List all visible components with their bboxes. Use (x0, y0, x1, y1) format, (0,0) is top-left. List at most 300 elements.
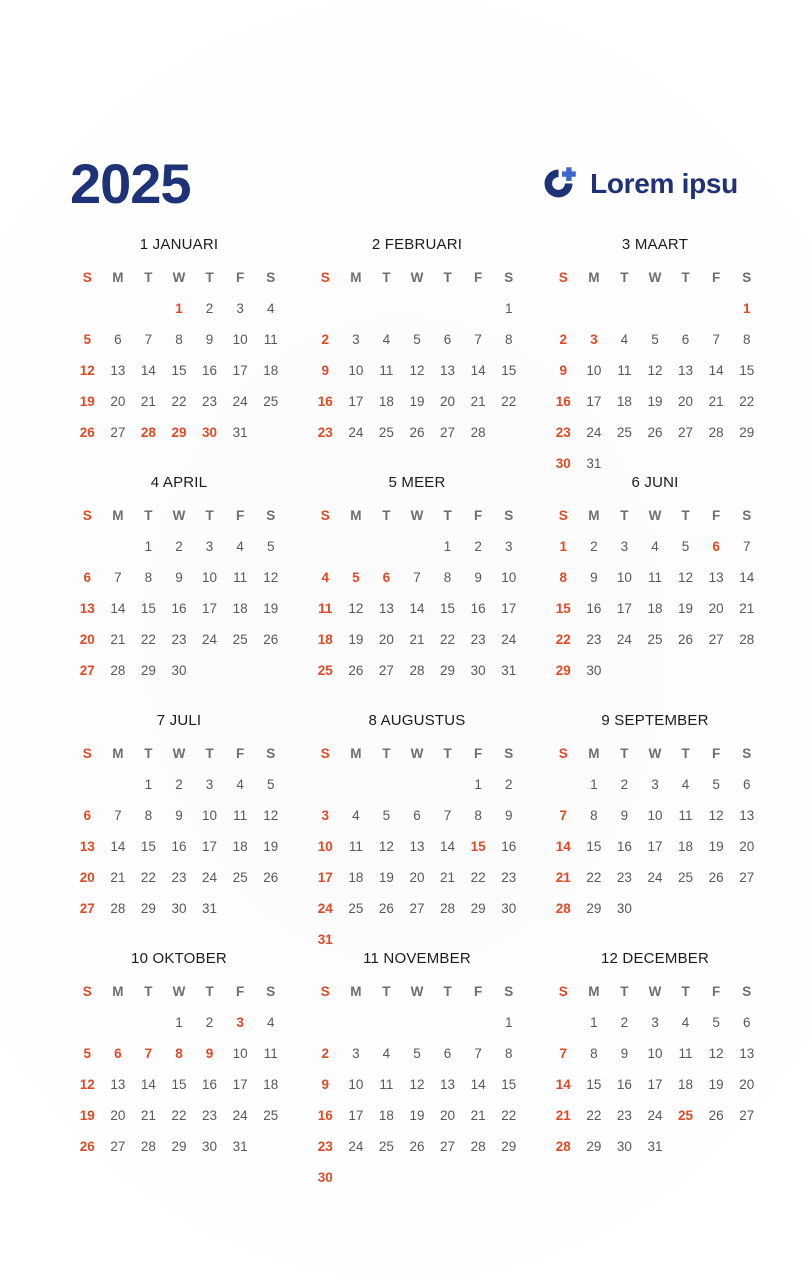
day-cell[interactable]: 4 (266, 301, 275, 316)
day-cell[interactable]: 21 (555, 870, 571, 885)
day-cell[interactable]: 20 (739, 1077, 755, 1092)
day-cell[interactable]: 5 (352, 570, 360, 585)
day-cell[interactable]: 2 (504, 777, 513, 792)
day-cell[interactable]: 24 (202, 632, 218, 647)
day-cell[interactable]: 3 (651, 777, 659, 792)
day-cell[interactable]: 4 (321, 570, 330, 585)
day-cell[interactable]: 8 (742, 332, 751, 347)
day-cell[interactable]: 16 (171, 601, 187, 616)
day-cell[interactable]: 27 (678, 425, 694, 440)
day-cell[interactable]: 27 (440, 425, 456, 440)
day-cell[interactable]: 14 (555, 839, 571, 854)
day-cell[interactable]: 6 (83, 808, 92, 823)
day-cell[interactable]: 30 (171, 901, 187, 916)
day-cell[interactable]: 17 (202, 839, 218, 854)
day-cell[interactable]: 24 (232, 1108, 248, 1123)
day-cell[interactable]: 15 (586, 839, 602, 854)
day-cell[interactable]: 18 (616, 394, 632, 409)
day-cell[interactable]: 6 (681, 332, 690, 347)
day-cell[interactable]: 26 (263, 632, 279, 647)
day-cell[interactable]: 27 (79, 901, 95, 916)
day-cell[interactable]: 19 (79, 394, 95, 409)
day-cell[interactable]: 1 (474, 777, 482, 792)
day-cell[interactable]: 29 (140, 901, 156, 916)
day-cell[interactable]: 8 (175, 1046, 183, 1061)
day-cell[interactable]: 1 (590, 777, 598, 792)
day-cell[interactable]: 22 (171, 1108, 187, 1123)
day-cell[interactable]: 26 (348, 663, 364, 678)
day-cell[interactable]: 7 (474, 332, 482, 347)
day-cell[interactable]: 14 (110, 839, 126, 854)
day-cell[interactable]: 23 (616, 1108, 632, 1123)
day-cell[interactable]: 2 (590, 539, 598, 554)
day-cell[interactable]: 12 (708, 1046, 724, 1061)
day-cell[interactable]: 27 (440, 1139, 456, 1154)
day-cell[interactable]: 4 (620, 332, 629, 347)
day-cell[interactable]: 25 (317, 663, 333, 678)
day-cell[interactable]: 5 (681, 539, 690, 554)
day-cell[interactable]: 30 (202, 425, 218, 440)
day-cell[interactable]: 23 (317, 425, 333, 440)
day-cell[interactable]: 17 (317, 870, 333, 885)
day-cell[interactable]: 9 (474, 570, 482, 585)
day-cell[interactable]: 30 (171, 663, 187, 678)
day-cell[interactable]: 30 (501, 901, 517, 916)
day-cell[interactable]: 4 (352, 808, 360, 823)
day-cell[interactable]: 5 (651, 332, 659, 347)
day-cell[interactable]: 15 (171, 1077, 187, 1092)
day-cell[interactable]: 18 (678, 839, 694, 854)
day-cell[interactable]: 3 (352, 332, 360, 347)
day-cell[interactable]: 28 (739, 632, 755, 647)
day-cell[interactable]: 2 (175, 539, 183, 554)
day-cell[interactable]: 16 (555, 394, 571, 409)
day-cell[interactable]: 4 (382, 1046, 391, 1061)
day-cell[interactable]: 11 (678, 1046, 693, 1061)
day-cell[interactable]: 26 (708, 1108, 724, 1123)
day-cell[interactable]: 5 (712, 1015, 720, 1030)
day-cell[interactable]: 6 (712, 539, 720, 554)
day-cell[interactable]: 24 (232, 394, 248, 409)
day-cell[interactable]: 11 (318, 601, 333, 616)
day-cell[interactable]: 2 (620, 777, 629, 792)
day-cell[interactable]: 19 (708, 1077, 724, 1092)
day-cell[interactable]: 16 (171, 839, 187, 854)
day-cell[interactable]: 16 (202, 1077, 218, 1092)
day-cell[interactable]: 14 (739, 570, 755, 585)
day-cell[interactable]: 13 (440, 363, 456, 378)
day-cell[interactable]: 15 (140, 601, 156, 616)
day-cell[interactable]: 12 (79, 363, 95, 378)
day-cell[interactable]: 14 (470, 1077, 486, 1092)
day-cell[interactable]: 1 (144, 539, 153, 554)
day-cell[interactable]: 7 (742, 539, 751, 554)
day-cell[interactable]: 15 (470, 839, 486, 854)
day-cell[interactable]: 8 (590, 808, 598, 823)
day-cell[interactable]: 12 (378, 839, 394, 854)
day-cell[interactable]: 26 (263, 870, 279, 885)
day-cell[interactable]: 21 (440, 870, 456, 885)
day-cell[interactable]: 1 (175, 301, 183, 316)
day-cell[interactable]: 10 (647, 808, 663, 823)
day-cell[interactable]: 5 (83, 332, 92, 347)
day-cell[interactable]: 5 (413, 1046, 421, 1061)
day-cell[interactable]: 31 (317, 932, 333, 947)
day-cell[interactable]: 23 (171, 632, 187, 647)
day-cell[interactable]: 20 (739, 839, 755, 854)
day-cell[interactable]: 10 (647, 1046, 663, 1061)
day-cell[interactable]: 7 (559, 808, 568, 823)
day-cell[interactable]: 20 (708, 601, 724, 616)
day-cell[interactable]: 24 (501, 632, 517, 647)
day-cell[interactable]: 30 (616, 901, 632, 916)
day-cell[interactable]: 5 (266, 539, 275, 554)
day-cell[interactable]: 25 (678, 1108, 694, 1123)
day-cell[interactable]: 18 (263, 1077, 279, 1092)
day-cell[interactable]: 25 (232, 632, 248, 647)
day-cell[interactable]: 17 (586, 394, 602, 409)
day-cell[interactable]: 12 (409, 363, 425, 378)
day-cell[interactable]: 23 (501, 870, 517, 885)
day-cell[interactable]: 27 (739, 1108, 755, 1123)
day-cell[interactable]: 19 (348, 632, 364, 647)
day-cell[interactable]: 11 (379, 363, 394, 378)
day-cell[interactable]: 22 (470, 870, 486, 885)
day-cell[interactable]: 19 (647, 394, 663, 409)
day-cell[interactable]: 9 (620, 1046, 629, 1061)
day-cell[interactable]: 28 (140, 1139, 156, 1154)
day-cell[interactable]: 24 (202, 870, 218, 885)
day-cell[interactable]: 14 (409, 601, 425, 616)
day-cell[interactable]: 13 (110, 363, 126, 378)
day-cell[interactable]: 24 (586, 425, 602, 440)
day-cell[interactable]: 26 (378, 901, 394, 916)
day-cell[interactable]: 6 (114, 1046, 122, 1061)
day-cell[interactable]: 5 (382, 808, 391, 823)
day-cell[interactable]: 2 (175, 777, 183, 792)
day-cell[interactable]: 10 (232, 332, 248, 347)
day-cell[interactable]: 29 (171, 1139, 187, 1154)
day-cell[interactable]: 9 (321, 1077, 330, 1092)
day-cell[interactable]: 4 (382, 332, 391, 347)
day-cell[interactable]: 10 (501, 570, 517, 585)
day-cell[interactable]: 12 (409, 1077, 425, 1092)
day-cell[interactable]: 9 (590, 570, 598, 585)
day-cell[interactable]: 29 (140, 663, 156, 678)
day-cell[interactable]: 18 (378, 394, 394, 409)
day-cell[interactable]: 10 (348, 1077, 364, 1092)
day-cell[interactable]: 6 (83, 570, 92, 585)
day-cell[interactable]: 28 (110, 901, 126, 916)
day-cell[interactable]: 22 (171, 394, 187, 409)
day-cell[interactable]: 18 (678, 1077, 694, 1092)
day-cell[interactable]: 9 (175, 808, 183, 823)
day-cell[interactable]: 8 (443, 570, 452, 585)
day-cell[interactable]: 1 (590, 1015, 598, 1030)
day-cell[interactable]: 14 (140, 363, 156, 378)
day-cell[interactable]: 31 (232, 425, 248, 440)
day-cell[interactable]: 15 (140, 839, 156, 854)
day-cell[interactable]: 30 (616, 1139, 632, 1154)
day-cell[interactable]: 15 (586, 1077, 602, 1092)
day-cell[interactable]: 3 (352, 1046, 360, 1061)
day-cell[interactable]: 15 (555, 601, 571, 616)
day-cell[interactable]: 22 (586, 870, 602, 885)
day-cell[interactable]: 28 (708, 425, 724, 440)
day-cell[interactable]: 24 (348, 425, 364, 440)
day-cell[interactable]: 30 (586, 663, 602, 678)
day-cell[interactable]: 8 (175, 332, 183, 347)
day-cell[interactable]: 15 (501, 1077, 517, 1092)
day-cell[interactable]: 30 (470, 663, 486, 678)
day-cell[interactable]: 29 (171, 425, 187, 440)
day-cell[interactable]: 10 (202, 808, 218, 823)
day-cell[interactable]: 18 (263, 363, 279, 378)
day-cell[interactable]: 1 (559, 539, 568, 554)
day-cell[interactable]: 22 (586, 1108, 602, 1123)
day-cell[interactable]: 23 (202, 394, 218, 409)
day-cell[interactable]: 25 (232, 870, 248, 885)
day-cell[interactable]: 18 (647, 601, 663, 616)
day-cell[interactable]: 16 (470, 601, 486, 616)
day-cell[interactable]: 11 (263, 1046, 278, 1061)
day-cell[interactable]: 21 (140, 1108, 156, 1123)
day-cell[interactable]: 27 (409, 901, 425, 916)
day-cell[interactable]: 13 (678, 363, 694, 378)
day-cell[interactable]: 23 (171, 870, 187, 885)
day-cell[interactable]: 18 (232, 839, 248, 854)
day-cell[interactable]: 5 (712, 777, 720, 792)
day-cell[interactable]: 28 (470, 425, 486, 440)
day-cell[interactable]: 16 (616, 1077, 632, 1092)
day-cell[interactable]: 2 (321, 1046, 330, 1061)
day-cell[interactable]: 24 (647, 870, 663, 885)
day-cell[interactable]: 17 (232, 1077, 248, 1092)
day-cell[interactable]: 2 (205, 301, 214, 316)
day-cell[interactable]: 18 (348, 870, 364, 885)
day-cell[interactable]: 14 (470, 363, 486, 378)
day-cell[interactable]: 12 (79, 1077, 95, 1092)
day-cell[interactable]: 16 (317, 1108, 333, 1123)
day-cell[interactable]: 17 (348, 394, 364, 409)
day-cell[interactable]: 29 (586, 1139, 602, 1154)
day-cell[interactable]: 21 (110, 870, 126, 885)
day-cell[interactable]: 11 (647, 570, 662, 585)
day-cell[interactable]: 4 (236, 777, 244, 792)
day-cell[interactable]: 16 (202, 363, 218, 378)
day-cell[interactable]: 9 (205, 1046, 214, 1061)
day-cell[interactable]: 13 (409, 839, 425, 854)
day-cell[interactable]: 13 (440, 1077, 456, 1092)
day-cell[interactable]: 3 (205, 777, 214, 792)
day-cell[interactable]: 5 (413, 332, 421, 347)
day-cell[interactable]: 24 (647, 1108, 663, 1123)
day-cell[interactable]: 10 (202, 570, 218, 585)
day-cell[interactable]: 12 (678, 570, 694, 585)
day-cell[interactable]: 29 (470, 901, 486, 916)
day-cell[interactable]: 20 (378, 632, 394, 647)
day-cell[interactable]: 6 (443, 332, 452, 347)
day-cell[interactable]: 29 (555, 663, 571, 678)
day-cell[interactable]: 27 (378, 663, 394, 678)
day-cell[interactable]: 18 (317, 632, 333, 647)
day-cell[interactable]: 12 (263, 808, 279, 823)
day-cell[interactable]: 21 (708, 394, 724, 409)
day-cell[interactable]: 8 (144, 808, 153, 823)
day-cell[interactable]: 11 (263, 332, 278, 347)
day-cell[interactable]: 22 (501, 1108, 517, 1123)
day-cell[interactable]: 22 (501, 394, 517, 409)
day-cell[interactable]: 7 (144, 332, 153, 347)
day-cell[interactable]: 6 (413, 808, 421, 823)
day-cell[interactable]: 10 (232, 1046, 248, 1061)
day-cell[interactable]: 25 (263, 1108, 279, 1123)
day-cell[interactable]: 7 (712, 332, 720, 347)
day-cell[interactable]: 28 (470, 1139, 486, 1154)
day-cell[interactable]: 10 (348, 363, 364, 378)
day-cell[interactable]: 20 (409, 870, 425, 885)
day-cell[interactable]: 26 (409, 425, 425, 440)
day-cell[interactable]: 12 (708, 808, 724, 823)
day-cell[interactable]: 6 (382, 570, 391, 585)
day-cell[interactable]: 14 (110, 601, 126, 616)
day-cell[interactable]: 2 (559, 332, 568, 347)
day-cell[interactable]: 4 (651, 539, 659, 554)
day-cell[interactable]: 31 (232, 1139, 248, 1154)
day-cell[interactable]: 8 (504, 1046, 513, 1061)
day-cell[interactable]: 25 (348, 901, 364, 916)
day-cell[interactable]: 4 (236, 539, 244, 554)
day-cell[interactable]: 15 (501, 363, 517, 378)
day-cell[interactable]: 30 (202, 1139, 218, 1154)
day-cell[interactable]: 11 (379, 1077, 394, 1092)
day-cell[interactable]: 27 (739, 870, 755, 885)
day-cell[interactable]: 1 (504, 301, 513, 316)
day-cell[interactable]: 22 (739, 394, 755, 409)
day-cell[interactable]: 2 (474, 539, 482, 554)
day-cell[interactable]: 9 (504, 808, 513, 823)
day-cell[interactable]: 2 (321, 332, 330, 347)
day-cell[interactable]: 28 (140, 425, 156, 440)
day-cell[interactable]: 6 (114, 332, 122, 347)
day-cell[interactable]: 19 (409, 394, 425, 409)
day-cell[interactable]: 26 (79, 1139, 95, 1154)
day-cell[interactable]: 28 (440, 901, 456, 916)
day-cell[interactable]: 5 (83, 1046, 92, 1061)
day-cell[interactable]: 18 (232, 601, 248, 616)
day-cell[interactable]: 1 (443, 539, 452, 554)
day-cell[interactable]: 31 (586, 456, 602, 471)
day-cell[interactable]: 23 (202, 1108, 218, 1123)
day-cell[interactable]: 1 (742, 301, 751, 316)
day-cell[interactable]: 13 (739, 808, 755, 823)
day-cell[interactable]: 8 (590, 1046, 598, 1061)
day-cell[interactable]: 21 (140, 394, 156, 409)
day-cell[interactable]: 3 (236, 1015, 244, 1030)
day-cell[interactable]: 17 (232, 363, 248, 378)
day-cell[interactable]: 21 (470, 394, 486, 409)
day-cell[interactable]: 28 (110, 663, 126, 678)
day-cell[interactable]: 28 (555, 901, 571, 916)
day-cell[interactable]: 17 (202, 601, 218, 616)
day-cell[interactable]: 10 (616, 570, 632, 585)
day-cell[interactable]: 6 (742, 1015, 751, 1030)
day-cell[interactable]: 20 (79, 632, 95, 647)
day-cell[interactable]: 1 (504, 1015, 513, 1030)
day-cell[interactable]: 8 (559, 570, 568, 585)
day-cell[interactable]: 7 (474, 1046, 482, 1061)
day-cell[interactable]: 7 (413, 570, 421, 585)
day-cell[interactable]: 29 (440, 663, 456, 678)
day-cell[interactable]: 19 (79, 1108, 95, 1123)
day-cell[interactable]: 20 (110, 1108, 126, 1123)
day-cell[interactable]: 17 (616, 601, 632, 616)
day-cell[interactable]: 16 (501, 839, 517, 854)
day-cell[interactable]: 3 (620, 539, 629, 554)
day-cell[interactable]: 26 (678, 632, 694, 647)
day-cell[interactable]: 3 (590, 332, 598, 347)
day-cell[interactable]: 29 (586, 901, 602, 916)
day-cell[interactable]: 13 (708, 570, 724, 585)
day-cell[interactable]: 21 (110, 632, 126, 647)
day-cell[interactable]: 19 (409, 1108, 425, 1123)
day-cell[interactable]: 29 (501, 1139, 517, 1154)
day-cell[interactable]: 25 (678, 870, 694, 885)
day-cell[interactable]: 16 (616, 839, 632, 854)
day-cell[interactable]: 7 (114, 570, 122, 585)
day-cell[interactable]: 24 (348, 1139, 364, 1154)
day-cell[interactable]: 16 (586, 601, 602, 616)
day-cell[interactable]: 6 (443, 1046, 452, 1061)
day-cell[interactable]: 9 (205, 332, 214, 347)
day-cell[interactable]: 11 (678, 808, 693, 823)
day-cell[interactable]: 27 (110, 425, 126, 440)
day-cell[interactable]: 7 (114, 808, 122, 823)
day-cell[interactable]: 16 (317, 394, 333, 409)
day-cell[interactable]: 25 (616, 425, 632, 440)
day-cell[interactable]: 5 (266, 777, 275, 792)
day-cell[interactable]: 9 (175, 570, 183, 585)
day-cell[interactable]: 27 (110, 1139, 126, 1154)
day-cell[interactable]: 11 (617, 363, 632, 378)
day-cell[interactable]: 17 (348, 1108, 364, 1123)
day-cell[interactable]: 21 (739, 601, 755, 616)
day-cell[interactable]: 22 (555, 632, 571, 647)
day-cell[interactable]: 19 (263, 839, 279, 854)
day-cell[interactable]: 9 (559, 363, 568, 378)
day-cell[interactable]: 31 (202, 901, 218, 916)
day-cell[interactable]: 27 (708, 632, 724, 647)
day-cell[interactable]: 23 (317, 1139, 333, 1154)
day-cell[interactable]: 7 (559, 1046, 568, 1061)
day-cell[interactable]: 15 (171, 363, 187, 378)
day-cell[interactable]: 19 (678, 601, 694, 616)
day-cell[interactable]: 31 (501, 663, 517, 678)
day-cell[interactable]: 11 (348, 839, 363, 854)
day-cell[interactable]: 8 (144, 570, 153, 585)
day-cell[interactable]: 2 (620, 1015, 629, 1030)
day-cell[interactable]: 28 (409, 663, 425, 678)
day-cell[interactable]: 9 (620, 808, 629, 823)
day-cell[interactable]: 14 (708, 363, 724, 378)
day-cell[interactable]: 14 (555, 1077, 571, 1092)
day-cell[interactable]: 12 (348, 601, 364, 616)
day-cell[interactable]: 13 (79, 839, 95, 854)
day-cell[interactable]: 1 (175, 1015, 183, 1030)
day-cell[interactable]: 26 (647, 425, 663, 440)
day-cell[interactable]: 23 (470, 632, 486, 647)
day-cell[interactable]: 21 (555, 1108, 571, 1123)
